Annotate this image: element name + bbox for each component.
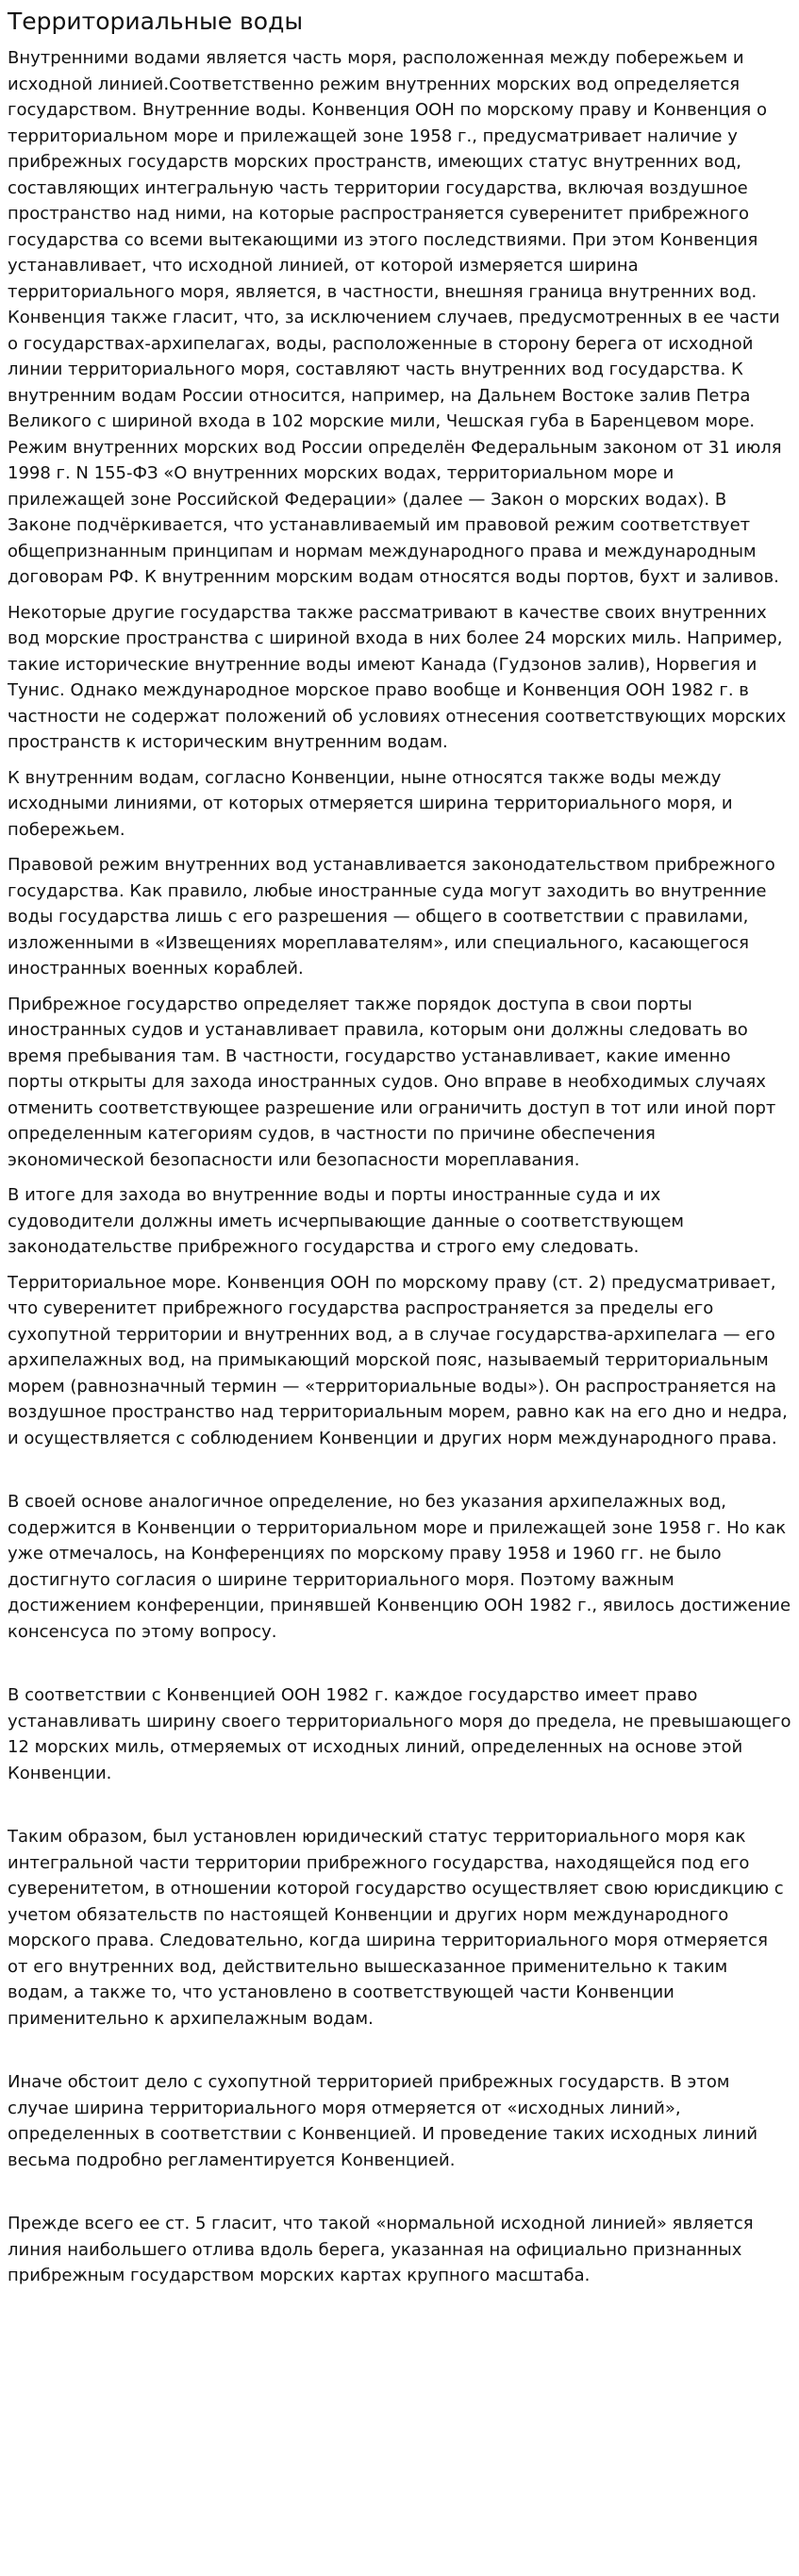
paragraph-baselines: Иначе обстоит дело с сухопутной территорией прибрежных государств. В этом случае ширина территориального моря отмеряется от «исходных линий», определенных в соответствии с Конвенцией. И проведение таких исходных линий весьма подробно регламентируется Конвенцией. [8,2072,758,2170]
page-title: Территориальные воды [8,8,304,35]
paragraph-legal-regime: Правовой режим внутренних вод устанавливается законодательством прибрежного государства. Как правило, любые иностранные суда могут заходить во внутренние воды государства лишь с его разрешения — общего в соответствии с правилами, изложенными в «Извещениях мореплавателям», или специального, касающегося иностранных военных кораблей. [8,855,775,979]
paragraph-port-access: Прибрежное государство определяет также порядок доступа в свои порты иностранных судов и устанавливает правила, которым они должны следовать во время пребывания там. В частности, государство устанавливает, какие именно порты открыты для захода иностранных судов. Оно вправе в необходимых случаях отменить соответствующее разрешение или ограничить доступ в тот или иной порт определенным категориям судов, в частности по причине обеспечения экономической безопасности или безопасности мореплавания. [8,994,776,1170]
paragraph-ship-obligations: В итоге для захода во внутренние воды и порты иностранные суда и их судоводители должны иметь исчерпывающие данные о соответствующем законодательстве прибрежного государства и строго ему следовать. [8,1185,684,1257]
paragraph-internal-waters-definition: Внутренними водами является часть моря, расположенная между побережьем и исходной линией.Соответственно режим внутренних морских вод определяется государством. Внутренние воды. Конвенция ООН по морскому праву и Конвенция о территориальном море и прилежащей зоне 1958 г., предусматривает наличие у прибрежных государств морских пространств, имеющих статус внутренних вод, составляющих интегральную часть территории государства, включая воздушное пространство над ними, на которые распространяется суверенитет прибрежного государства со всеми вытекающими из этого последствиями. При этом Конвенция устанавливает, что исходной линией, от которой измеряется ширина территориального моря, является, в частности, внешняя граница внутренних вод. Конвенция также гласит, что, за исключением случаев, предусмотренных в ее части о государствах-архипелагах, воды, расположенные в сторону берега от исходной линии территориального моря, составляют часть внутренних вод государства. К внутренним водам России относится, например, на Дальнем Востоке залив Петра Великого с шириной входа в 102 морские мили, Чешская губа в Баренцевом море. Режим внутренних морских вод России определён Федеральным законом от 31 июля 1998 г. N 155-ФЗ «О внутренних морских водах, территориальном море и прилежащей зоне Российской Федерации» (далее — Закон о морских водах). В Законе подчёркивается, что устанавливаемый им правовой режим соответствует общепризнанным принципам и нормам международного права и международным договорам РФ. К внутренним морским водам относятся воды портов, бухт и заливов. [8,48,782,587]
paragraph-historic-internal-waters: Некоторые другие государства также рассматривают в качестве своих внутренних вод морские пространства с шириной входа в них более 24 морских миль. Например, такие исторические внутренние воды имеют Канада (Гудзонов залив), Норвегия и Тунис. Однако международное морское право вообще и Конвенция ООН 1982 г. в частности не содержат положений об условиях отнесения соответствующих морских пространств к историческим внутренним водам. [8,602,787,752]
paragraph-1958-convention: В своей основе аналогичное определение, но без указания архипелажных вод, содержится в Конвенции о территориальном море и прилежащей зоне 1958 г. Но как уже отмечалось, на Конференциях по морскому праву 1958 и 1960 гг. не было достигнуто согласия о ширине территориального моря. Поэтому важным достижением конференции, принявшей Конвенцию ООН 1982 г., явилось достижение консенсуса по этому вопросу. [8,1492,791,1642]
paragraph-12-mile-limit: В соответствии с Конвенцией ООН 1982 г. каждое государство имеет право устанавливать ширину своего территориального моря до предела, не превышающего 12 морских миль, отмеряемых от исходных линий, определенных на основе этой Конвенции. [8,1685,791,1783]
paragraph-normal-baseline: Прежде всего ее ст. 5 гласит, что такой «нормальной исходной линией» является линия наибольшего отлива вдоль берега, указанная на официально признанных прибрежным государством морских картах крупного масштаба. [8,2214,754,2285]
paragraph-legal-status: Таким образом, был установлен юридический статус территориального моря как интегральной части территории прибрежного государства, находящейся под его суверенитетом, в отношении которой государство осуществляет свою юрисдикцию с учетом обязательств по настоящей Конвенции и других норм международного морского права. Следовательно, когда ширина территориального моря отмеряется от его внутренних вод, действительно вышесказанное применительно к таким водам, а также то, что установлено в соответствующей части Конвенции применительно к архипелажным водам. [8,1827,784,2029]
paragraph-waters-between-baselines: К внутренним водам, согласно Конвенции, ныне относятся также воды между исходными линиями, от которых отмеряется ширина территориального моря, и побережьем. [8,767,733,840]
paragraph-territorial-sea: Территориальное море. Конвенция ООН по морскому праву (ст. 2) предусматривает, что суверенитет прибрежного государства распространяется за пределы его сухопутной территории и внутренних вод, а в случае государства-архипелага — его архипелажных вод, на примыкающий морской пояс, называемый территориальным морем (равнозначный термин — «территориальные воды»). Он распространяется на воздушное пространство над территориальным морем, равно как на его дно и недра, и осуществляется с соблюдением Конвенции и других норм международного права. [8,1272,788,1448]
